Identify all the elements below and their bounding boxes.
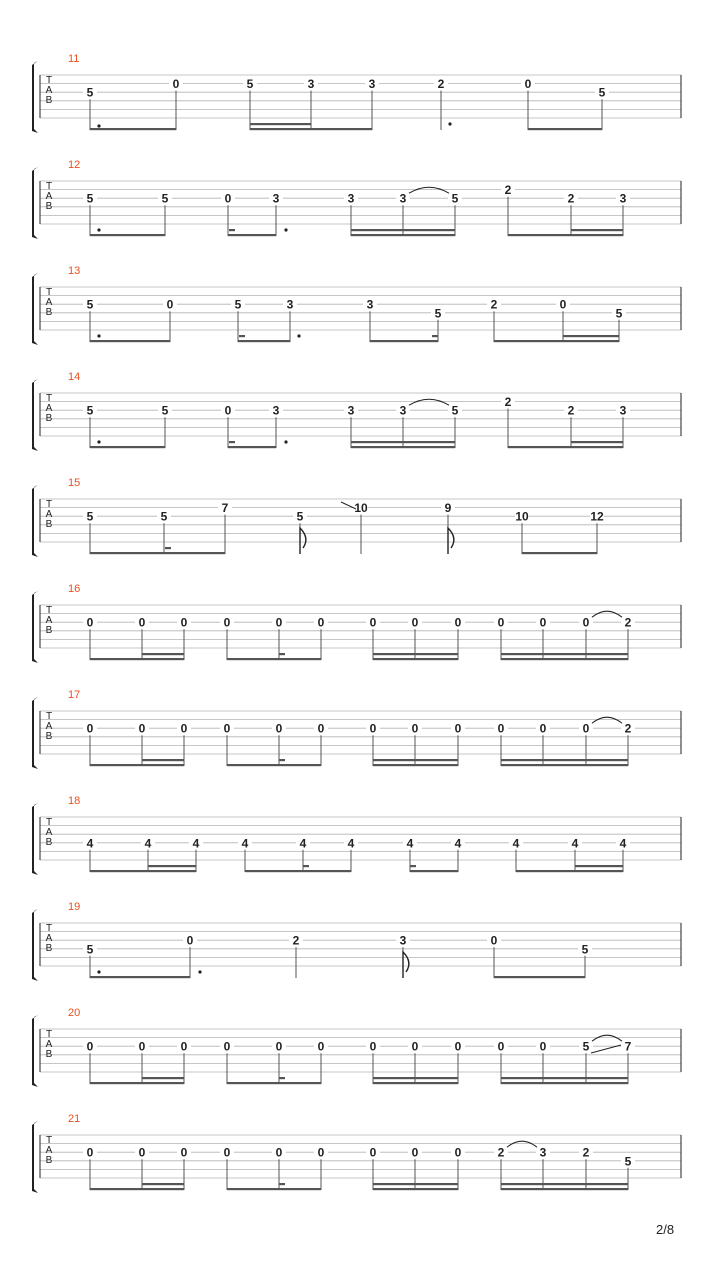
slur [592, 611, 622, 617]
staff-system-12 [32, 159, 681, 239]
measure-number: 18 [68, 795, 81, 807]
slur [409, 399, 449, 405]
sub-beam [501, 1077, 628, 1079]
note-flag [448, 528, 454, 554]
tab-clef-letter: T [45, 75, 53, 86]
fret-number: 0 [86, 1039, 94, 1054]
measure-number: 12 [68, 159, 81, 171]
fret-number: 5 [624, 1154, 632, 1169]
tab-clef-letter: A [45, 933, 53, 944]
fret-number: 0 [497, 1039, 505, 1054]
fret-number: 3 [347, 191, 355, 206]
fret-number: 0 [411, 1145, 419, 1160]
sub-beam [571, 229, 623, 231]
beam [373, 1082, 458, 1084]
fret-number: 0 [138, 1145, 146, 1160]
fret-number: 4 [619, 836, 627, 851]
measure-number: 17 [68, 689, 81, 701]
fret-number: 4 [512, 836, 520, 851]
fret-number: 5 [86, 403, 94, 418]
beam-stub [229, 229, 235, 231]
sub-beam [501, 759, 628, 761]
sub-beam [373, 1077, 458, 1079]
fret-number: 3 [272, 191, 280, 206]
beam [508, 446, 623, 448]
tab-clef-letter: T [45, 499, 53, 510]
fret-number: 7 [624, 1039, 632, 1054]
fret-number: 5 [451, 191, 459, 206]
fret-number: 5 [234, 297, 242, 312]
beam [90, 976, 190, 978]
beam [501, 658, 628, 660]
system-bracket [32, 803, 38, 875]
measure-number: 11 [68, 53, 80, 65]
fret-number: 3 [307, 77, 315, 92]
tab-clef-letter: A [45, 827, 53, 838]
fret-number: 0 [138, 615, 146, 630]
fret-number: 2 [504, 395, 512, 410]
dot [97, 970, 100, 973]
fret-number: 0 [275, 615, 283, 630]
fret-number: 0 [86, 1145, 94, 1160]
fret-number: 3 [286, 297, 294, 312]
tab-clef-letter: B [45, 307, 53, 318]
fret-number: 5 [434, 306, 442, 321]
fret-number: 2 [624, 615, 632, 630]
beam [516, 870, 623, 872]
slur [507, 1141, 537, 1147]
fret-number: 4 [144, 836, 152, 851]
tab-clef-letter: B [45, 1049, 53, 1060]
fret-number: 0 [275, 721, 283, 736]
sub-beam [142, 1183, 184, 1185]
tab-clef-letter: A [45, 1039, 53, 1050]
beam [227, 1082, 321, 1084]
fret-number: 0 [539, 1039, 547, 1054]
fret-number: 4 [241, 836, 249, 851]
fret-number: 5 [86, 85, 94, 100]
beam [373, 658, 458, 660]
dot [284, 228, 287, 231]
fret-number: 0 [454, 615, 462, 630]
beam [227, 764, 321, 766]
tab-clef-letter: B [45, 943, 53, 954]
fret-number: 3 [366, 297, 374, 312]
fret-number: 3 [399, 403, 407, 418]
measure-number: 21 [68, 1113, 81, 1125]
tab-clef-letter: T [45, 923, 53, 934]
sub-beam [373, 759, 458, 761]
tab-clef-letter: B [45, 519, 53, 530]
fret-number: 0 [317, 721, 325, 736]
beam [351, 234, 455, 236]
fret-number: 0 [223, 1039, 231, 1054]
fret-number: 0 [454, 721, 462, 736]
fret-number: 0 [369, 721, 377, 736]
beam [227, 658, 321, 660]
note-flag [403, 952, 409, 978]
fret-number: 0 [86, 721, 94, 736]
tab-clef-letter: T [45, 393, 53, 404]
beam [508, 234, 623, 236]
sub-beam [148, 865, 196, 867]
staff-system-11 [32, 53, 681, 133]
staff-system-21 [32, 1113, 681, 1193]
fret-number: 7 [221, 501, 229, 516]
beam [245, 870, 351, 872]
measure-number: 15 [68, 477, 81, 489]
system-bracket [32, 379, 38, 451]
tab-clef-letter: B [45, 1155, 53, 1166]
sub-beam [563, 335, 619, 337]
beam-stub [432, 335, 438, 337]
beam [250, 128, 372, 130]
dot [97, 440, 100, 443]
sub-beam [501, 653, 628, 655]
tab-clef-letter: T [45, 711, 53, 722]
fret-number: 5 [598, 85, 606, 100]
beam [494, 976, 585, 978]
sub-beam [571, 441, 623, 443]
staff-system-14 [32, 371, 681, 451]
fret-number: 0 [539, 721, 547, 736]
beam [228, 446, 276, 448]
sub-beam [142, 1077, 184, 1079]
system-bracket [32, 909, 38, 981]
fret-number: 0 [411, 615, 419, 630]
fret-number: 0 [317, 615, 325, 630]
measure-number: 14 [68, 371, 81, 383]
fret-number: 5 [161, 191, 169, 206]
fret-number: 0 [180, 1145, 188, 1160]
slur [592, 717, 622, 723]
fret-number: 0 [180, 1039, 188, 1054]
tab-clef-letter: B [45, 731, 53, 742]
beam [90, 340, 170, 342]
beam [370, 340, 438, 342]
fret-number: 0 [454, 1145, 462, 1160]
sub-beam [142, 759, 184, 761]
beam [90, 128, 176, 130]
beam [522, 552, 597, 554]
fret-number: 4 [192, 836, 200, 851]
system-bracket [32, 1015, 38, 1087]
beam-stub [239, 335, 245, 337]
fret-number: 4 [347, 836, 355, 851]
fret-number: 12 [590, 509, 604, 524]
measure-number: 16 [68, 583, 81, 595]
fret-number: 0 [582, 721, 590, 736]
tab-clef-letter: T [45, 605, 53, 616]
fret-number: 9 [444, 501, 452, 516]
sub-beam [351, 441, 455, 443]
sub-beam [142, 653, 184, 655]
fret-number: 5 [581, 942, 589, 957]
fret-number: 0 [223, 1145, 231, 1160]
fret-number: 0 [224, 191, 232, 206]
tab-clef-letter: T [45, 1029, 53, 1040]
fret-number: 0 [180, 615, 188, 630]
dot [284, 440, 287, 443]
beam [90, 552, 225, 554]
fret-number: 0 [559, 297, 567, 312]
tab-clef-letter: A [45, 615, 53, 626]
fret-number: 3 [619, 403, 627, 418]
fret-number: 0 [582, 615, 590, 630]
beam [90, 446, 165, 448]
beam [410, 870, 458, 872]
fret-number: 5 [451, 403, 459, 418]
dot [297, 334, 300, 337]
fret-number: 2 [567, 191, 575, 206]
fret-number: 0 [454, 1039, 462, 1054]
slur [409, 187, 449, 193]
beam [501, 1188, 628, 1190]
fret-number: 3 [272, 403, 280, 418]
system-bracket [32, 61, 38, 133]
beam-stub [229, 441, 235, 443]
tab-clef-letter: T [45, 287, 53, 298]
beam [501, 1082, 628, 1084]
sub-beam [373, 1183, 458, 1185]
tab-clef-letter: B [45, 837, 53, 848]
fret-number: 5 [615, 306, 623, 321]
tab-clef-letter: B [45, 95, 53, 106]
beam [90, 234, 165, 236]
fret-number: 5 [246, 77, 254, 92]
fret-number: 5 [86, 297, 94, 312]
tab-clef-letter: A [45, 721, 53, 732]
fret-number: 3 [619, 191, 627, 206]
beam [227, 1188, 321, 1190]
staff-system-18 [32, 795, 681, 875]
fret-number: 3 [347, 403, 355, 418]
fret-number: 0 [524, 77, 532, 92]
tab-clef-letter: B [45, 625, 53, 636]
sub-beam [250, 123, 311, 125]
beam [238, 340, 290, 342]
fret-number: 5 [160, 509, 168, 524]
fret-number: 0 [224, 403, 232, 418]
fret-number: 0 [369, 615, 377, 630]
tab-clef-letter: A [45, 191, 53, 202]
beam [494, 340, 619, 342]
fret-number: 5 [161, 403, 169, 418]
fret-number: 0 [317, 1145, 325, 1160]
fret-number: 0 [317, 1039, 325, 1054]
fret-number: 4 [571, 836, 579, 851]
fret-number: 2 [624, 721, 632, 736]
beam [528, 128, 602, 130]
fret-number: 2 [504, 183, 512, 198]
fret-number: 0 [497, 615, 505, 630]
fret-number: 0 [539, 615, 547, 630]
tab-clef-letter: T [45, 181, 53, 192]
beam [373, 1188, 458, 1190]
beam-stub [279, 1077, 285, 1079]
dot [198, 970, 201, 973]
page-number: 2/8 [656, 1222, 675, 1237]
fret-number: 2 [567, 403, 575, 418]
staff-system-13 [32, 265, 681, 345]
staff-system-16 [32, 583, 681, 663]
beam [90, 658, 184, 660]
measure-number: 19 [68, 901, 81, 913]
fret-number: 0 [223, 721, 231, 736]
beam-stub [165, 547, 171, 549]
beam [90, 1082, 184, 1084]
fret-number: 2 [582, 1145, 590, 1160]
dot [97, 124, 100, 127]
system-bracket [32, 697, 38, 769]
tab-clef-letter: T [45, 1135, 53, 1146]
tab-clef-letter: A [45, 403, 53, 414]
tab-clef-letter: A [45, 1145, 53, 1156]
tab-clef-letter: B [45, 413, 53, 424]
dot [97, 228, 100, 231]
staff-system-15 [32, 477, 681, 557]
fret-number: 0 [369, 1145, 377, 1160]
fret-number: 3 [399, 933, 407, 948]
fret-number: 10 [354, 501, 368, 516]
fret-number: 0 [369, 1039, 377, 1054]
fret-number: 4 [406, 836, 414, 851]
fret-number: 4 [86, 836, 94, 851]
measure-number: 20 [68, 1007, 81, 1019]
fret-number: 0 [497, 721, 505, 736]
fret-number: 0 [172, 77, 180, 92]
fret-number: 5 [296, 509, 304, 524]
system-bracket [32, 273, 38, 345]
system-bracket [32, 485, 38, 557]
fret-number: 0 [138, 1039, 146, 1054]
fret-number: 0 [166, 297, 174, 312]
sub-beam [575, 865, 623, 867]
beam-stub [410, 865, 416, 867]
sub-beam [373, 653, 458, 655]
beam-stub [279, 759, 285, 761]
beam [228, 234, 276, 236]
beam-stub [279, 653, 285, 655]
fret-number: 4 [299, 836, 307, 851]
beam [501, 764, 628, 766]
fret-number: 0 [223, 615, 231, 630]
staff-system-17 [32, 689, 681, 769]
tab-clef-letter: A [45, 85, 53, 96]
sub-beam [501, 1183, 628, 1185]
dot [448, 122, 451, 125]
fret-number: 3 [539, 1145, 547, 1160]
beam [351, 446, 455, 448]
beam-stub [303, 865, 309, 867]
fret-number: 2 [292, 933, 300, 948]
fret-number: 0 [411, 1039, 419, 1054]
sub-beam [351, 229, 455, 231]
tab-clef-letter: B [45, 201, 53, 212]
slur [592, 1035, 622, 1041]
fret-number: 5 [86, 942, 94, 957]
tab-clef-letter: A [45, 509, 53, 520]
fret-number: 0 [275, 1039, 283, 1054]
fret-number: 3 [368, 77, 376, 92]
beam [373, 764, 458, 766]
fret-number: 3 [399, 191, 407, 206]
fret-number: 0 [180, 721, 188, 736]
fret-number: 10 [515, 509, 529, 524]
fret-number: 0 [411, 721, 419, 736]
fret-number: 5 [582, 1039, 590, 1054]
fret-number: 5 [86, 509, 94, 524]
tab-clef-letter: T [45, 817, 53, 828]
fret-number: 0 [186, 933, 194, 948]
beam [90, 870, 196, 872]
fret-number: 0 [138, 721, 146, 736]
beam [90, 764, 184, 766]
beam-stub [279, 1183, 285, 1185]
fret-number: 2 [497, 1145, 505, 1160]
fret-number: 0 [86, 615, 94, 630]
measure-number: 13 [68, 265, 81, 277]
fret-number: 2 [437, 77, 445, 92]
fret-number: 0 [490, 933, 498, 948]
system-bracket [32, 167, 38, 239]
staff-system-20 [32, 1007, 681, 1087]
beam [90, 1188, 184, 1190]
system-bracket [32, 1121, 38, 1193]
fret-number: 4 [454, 836, 462, 851]
dot [97, 334, 100, 337]
system-bracket [32, 591, 38, 663]
fret-number: 0 [275, 1145, 283, 1160]
staff-system-19 [32, 901, 681, 981]
fret-number: 2 [490, 297, 498, 312]
fret-number: 5 [86, 191, 94, 206]
tab-clef-letter: A [45, 297, 53, 308]
note-flag [300, 528, 306, 554]
